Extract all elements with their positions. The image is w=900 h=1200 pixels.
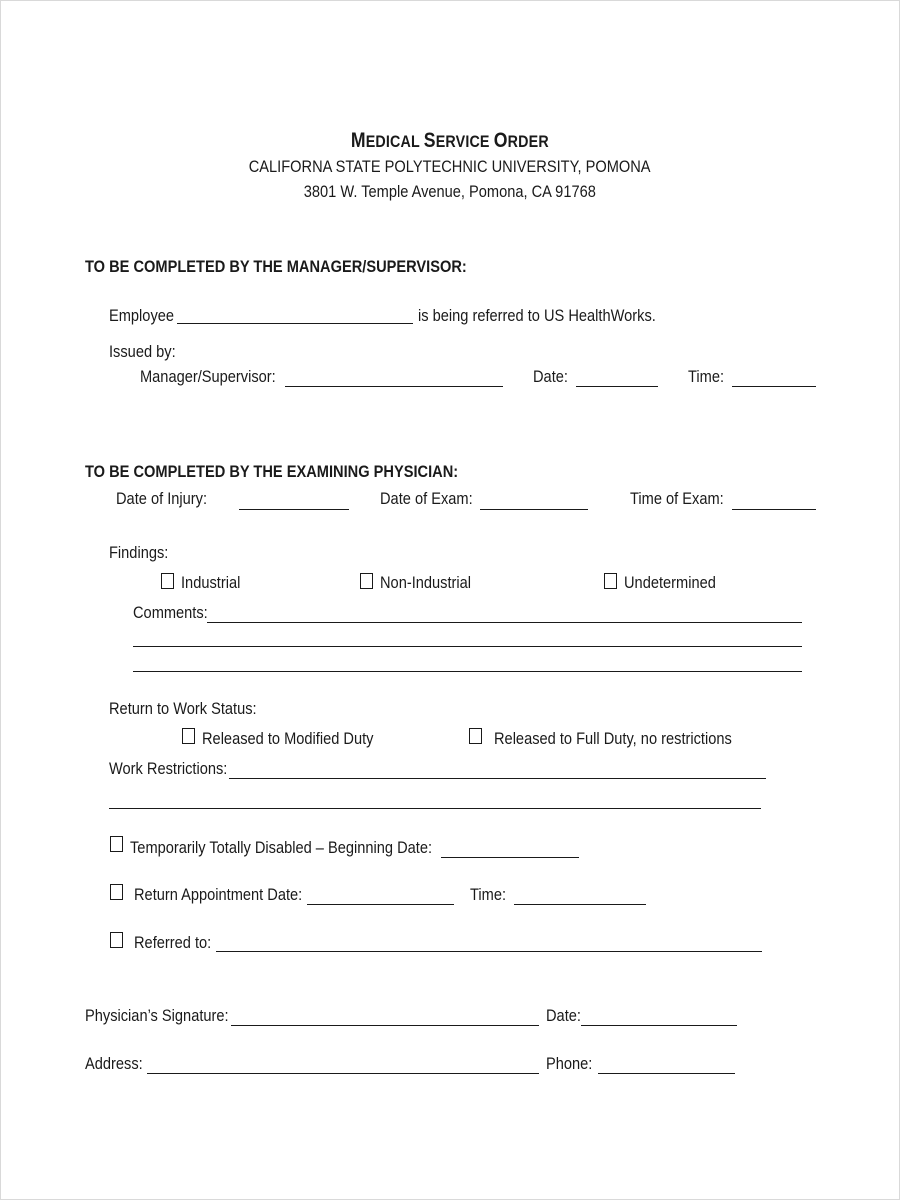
undetermined-checkbox[interactable] (604, 573, 617, 589)
return-appointment-date-field[interactable] (307, 904, 454, 905)
ttd-date-field[interactable] (441, 857, 579, 858)
manager-time-field[interactable] (732, 386, 816, 387)
work-restrictions-label: Work Restrictions: (109, 759, 228, 778)
undetermined-label: Undetermined (624, 573, 716, 592)
full-duty-label: Released to Full Duty, no restrictions (494, 729, 732, 748)
comments-field-line-3[interactable] (133, 671, 802, 672)
physician-section-heading: TO BE COMPLETED BY THE EXAMINING PHYSICIAN: (85, 462, 459, 481)
non-industrial-label: Non-Industrial (380, 573, 472, 592)
manager-supervisor-label: Manager/Supervisor: (140, 367, 276, 386)
date-of-exam-field[interactable] (480, 509, 588, 510)
manager-section-heading: TO BE COMPLETED BY THE MANAGER/SUPERVISOR: (85, 257, 467, 276)
industrial-label: Industrial (181, 573, 241, 592)
manager-date-label: Date: (533, 367, 568, 386)
industrial-checkbox[interactable] (161, 573, 174, 589)
form-title: MEDICAL SERVICE ORDER (351, 129, 549, 152)
return-appointment-checkbox[interactable] (110, 884, 123, 900)
manager-date-field[interactable] (576, 386, 658, 387)
employee-name-field[interactable] (177, 323, 413, 324)
return-to-work-label: Return to Work Status: (109, 699, 257, 718)
physician-signature-field[interactable] (231, 1025, 539, 1026)
work-restrictions-field-line-2[interactable] (109, 808, 761, 809)
time-of-exam-label: Time of Exam: (630, 489, 724, 508)
university-address: 3801 W. Temple Avenue, Pomona, CA 91768 (303, 182, 597, 201)
date-of-injury-field[interactable] (239, 509, 349, 510)
ttd-label: Temporarily Totally Disabled – Beginning Date: (130, 838, 433, 857)
manager-supervisor-field[interactable] (285, 386, 503, 387)
phone-field[interactable] (598, 1073, 735, 1074)
return-time-field[interactable] (514, 904, 646, 905)
date-of-exam-label: Date of Exam: (380, 489, 473, 508)
findings-label: Findings: (109, 543, 169, 562)
time-of-exam-field[interactable] (732, 509, 816, 510)
referred-to-field[interactable] (216, 951, 762, 952)
full-duty-checkbox[interactable] (469, 728, 482, 744)
modified-duty-label: Released to Modified Duty (202, 729, 374, 748)
return-time-label: Time: (470, 885, 507, 904)
physician-address-field[interactable] (147, 1073, 539, 1074)
comments-label: Comments: (133, 603, 208, 622)
ttd-checkbox[interactable] (110, 836, 123, 852)
comments-field-line-1[interactable] (207, 622, 802, 623)
physician-signature-label: Physician’s Signature: (85, 1006, 229, 1025)
manager-time-label: Time: (688, 367, 725, 386)
issued-by-label: Issued by: (109, 342, 176, 361)
referred-to-label: Referred to: (134, 933, 212, 952)
work-restrictions-field-line-1[interactable] (229, 778, 766, 779)
university-name: CALIFORNA STATE POLYTECHNIC UNIVERSITY, POMONA (249, 157, 651, 176)
signature-date-field[interactable] (581, 1025, 737, 1026)
referred-to-checkbox[interactable] (110, 932, 123, 948)
date-of-injury-label: Date of Injury: (116, 489, 208, 508)
physician-address-label: Address: (85, 1054, 143, 1073)
return-appointment-label: Return Appointment Date: (134, 885, 303, 904)
comments-field-line-2[interactable] (133, 646, 802, 647)
employee-referral-text: is being referred to US HealthWorks. (418, 306, 656, 325)
employee-label: Employee (109, 306, 175, 325)
signature-date-label: Date: (546, 1006, 581, 1025)
phone-label: Phone: (546, 1054, 593, 1073)
non-industrial-checkbox[interactable] (360, 573, 373, 589)
modified-duty-checkbox[interactable] (182, 728, 195, 744)
